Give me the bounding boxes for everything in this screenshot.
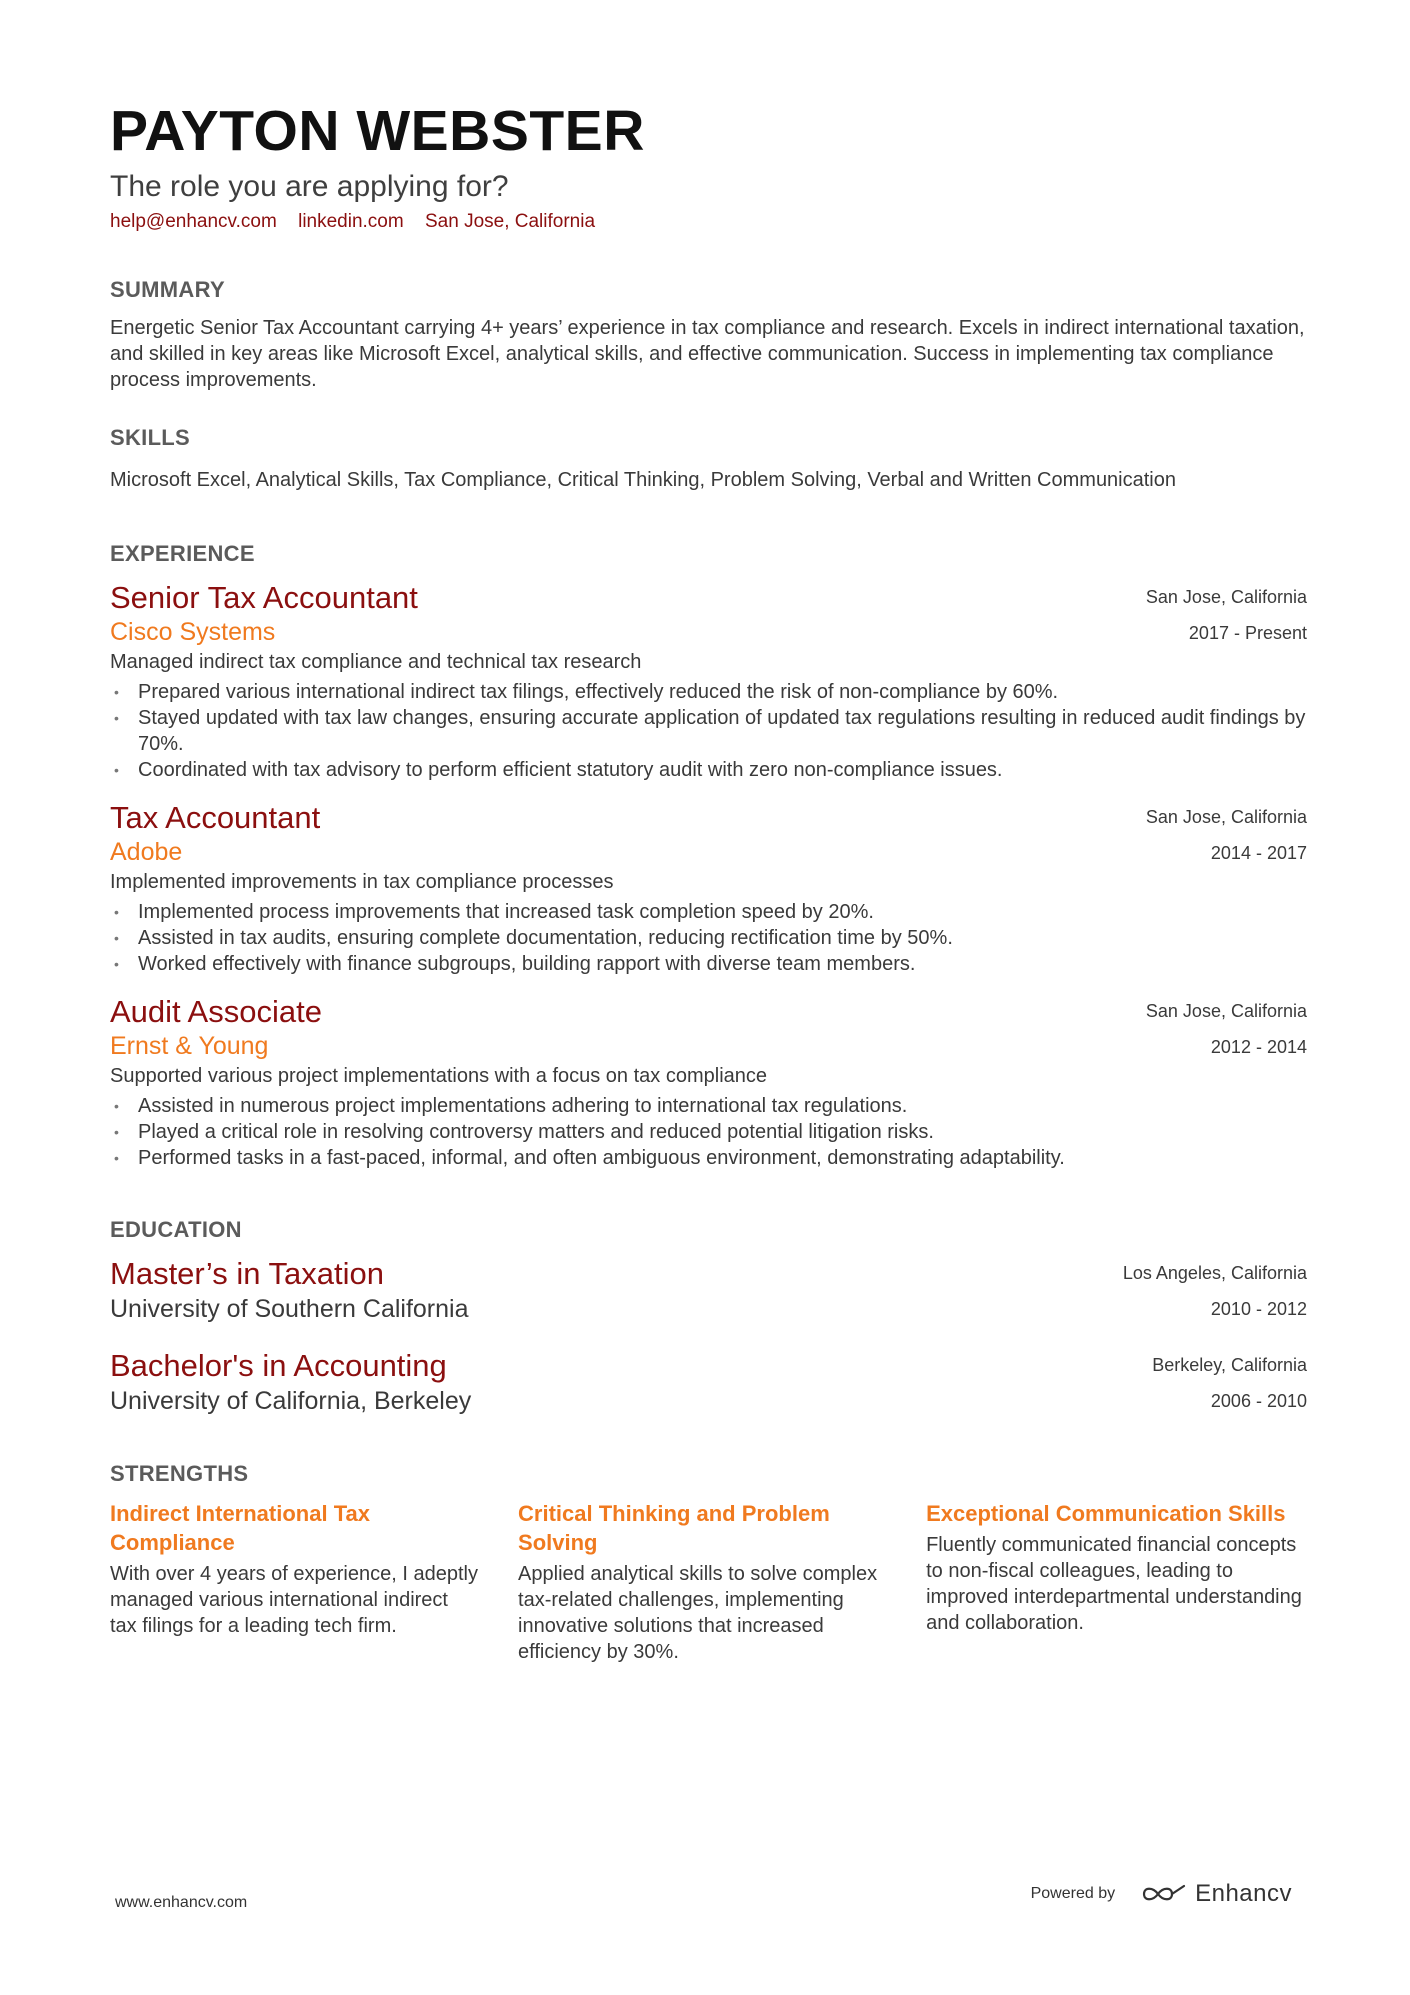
job-bullet: • Coordinated with tax advisory to perform efficient statutory audit with zero non-compliance issues. — [110, 757, 1307, 783]
degree-title: Bachelor's in Accounting — [110, 1348, 447, 1383]
strength-item — [110, 1499, 478, 1665]
location-text: San Jose, California — [424, 211, 596, 232]
job-bullet: • Worked effectively with finance subgroups, building rapport with diverse team members. — [110, 951, 1307, 977]
job-description: Supported various project implementations with a focus on tax compliance — [110, 1065, 768, 1087]
summary-text: Energetic Senior Tax Accountant carrying 4+ years’ experience in tax compliance and research. Excels in indirect international taxation, and skilled in key areas like Microsoft Excel, analytical skills, and effective communication. Success in implementing tax compliance process improvements. — [110, 317, 1305, 391]
job-meta — [1146, 799, 1307, 871]
job-meta — [1146, 579, 1307, 651]
job-bullet: • Assisted in tax audits, ensuring complete documentation, reducing rectification time by 50%. — [110, 925, 1307, 951]
strengths-section — [110, 1459, 1307, 1665]
job-location: San Jose, California — [1145, 1001, 1307, 1021]
strength-text: Applied analytical skills to solve complex tax-related challenges, implementing innovative solutions that increased efficiency by 30%. — [518, 1563, 878, 1663]
strength-title: Indirect International Tax Compliance — [110, 1501, 370, 1555]
enhancv-logo-icon — [1141, 1882, 1187, 1906]
job-dates: 2014 - 2017 — [1210, 843, 1307, 863]
job-bullet: • Played a critical role in resolving controversy matters and reduced potential litigation risks. — [110, 1119, 1307, 1145]
company-name: Ernst & Young — [110, 1032, 269, 1060]
job-title: Audit Associate — [110, 994, 322, 1029]
strength-item — [926, 1499, 1307, 1665]
powered-by-label: Powered by — [1030, 1885, 1116, 1902]
company-name: Cisco Systems — [110, 618, 276, 646]
footer-branding — [1031, 1880, 1292, 1908]
strength-item — [518, 1499, 886, 1665]
job-dates: 2017 - Present — [1188, 623, 1307, 643]
job-dates: 2012 - 2014 — [1210, 1037, 1307, 1057]
job-location: San Jose, California — [1145, 807, 1307, 827]
experience-entry — [110, 579, 1307, 783]
school-name: University of California, Berkeley — [110, 1387, 472, 1415]
job-bullet: • Performed tasks in a fast-paced, informal, and often ambiguous environment, demonstrating adaptability. — [110, 1145, 1307, 1171]
job-bullet: • Assisted in numerous project implementations adhering to international tax regulations. — [110, 1093, 1307, 1119]
job-bullet: • Implemented process improvements that increased task completion speed by 20%. — [110, 899, 1307, 925]
linkedin-link[interactable]: linkedin.com — [298, 211, 404, 232]
education-meta — [1152, 1347, 1307, 1419]
job-title: Tax Accountant — [110, 800, 321, 835]
strengths-heading: STRENGTHS — [110, 1461, 249, 1486]
job-meta — [1146, 993, 1307, 1065]
summary-section — [110, 275, 1307, 393]
job-bullet: • Prepared various international indirect tax filings, effectively reduced the risk of non-compliance by 60%. — [110, 679, 1307, 705]
job-title: Senior Tax Accountant — [110, 580, 418, 615]
job-description: Managed indirect tax compliance and technical tax research — [110, 651, 642, 673]
footer-website-link[interactable]: www.enhancv.com — [115, 1894, 248, 1911]
education-dates: 2010 - 2012 — [1210, 1299, 1307, 1319]
education-meta — [1123, 1255, 1307, 1327]
experience-entry — [110, 799, 1307, 977]
enhancv-brand-link[interactable] — [1141, 1880, 1292, 1908]
resume-page — [110, 95, 1307, 1665]
school-name: University of Southern California — [110, 1295, 469, 1323]
education-heading: EDUCATION — [110, 1217, 242, 1242]
skills-text: Microsoft Excel, Analytical Skills, Tax Compliance, Critical Thinking, Problem Solving, Verbal and Written Communication — [110, 469, 1176, 491]
brand-name: Enhancv — [1195, 1880, 1292, 1907]
strength-text: With over 4 years of experience, I adeptly managed various international indirect tax filings for a leading tech firm. — [110, 1563, 478, 1637]
company-name: Adobe — [110, 838, 183, 866]
strength-title: Critical Thinking and Problem Solving — [518, 1501, 830, 1555]
job-bullets — [110, 679, 1307, 783]
strengths-grid — [110, 1499, 1307, 1665]
contact-line — [110, 209, 1307, 235]
job-description: Implemented improvements in tax compliance processes — [110, 871, 614, 893]
education-section — [110, 1215, 1307, 1417]
experience-heading: EXPERIENCE — [110, 541, 255, 566]
job-bullet: • Stayed updated with tax law changes, ensuring accurate application of updated tax regulations resulting in reduced audit findings by 70%. — [110, 705, 1307, 757]
candidate-name: PAYTON WEBSTER — [110, 99, 645, 163]
experience-entry — [110, 993, 1307, 1171]
degree-title: Master’s in Taxation — [110, 1256, 384, 1291]
strength-title: Exceptional Communication Skills — [926, 1501, 1286, 1526]
job-bullets — [110, 1093, 1307, 1171]
education-location: Los Angeles, California — [1122, 1263, 1307, 1283]
skills-heading: SKILLS — [110, 425, 191, 450]
experience-section — [110, 539, 1307, 1171]
summary-heading: SUMMARY — [110, 277, 225, 302]
job-bullets — [110, 899, 1307, 977]
target-role: The role you are applying for? — [110, 170, 509, 203]
education-location: Berkeley, California — [1152, 1355, 1307, 1375]
skills-section — [110, 423, 1307, 493]
email-link[interactable]: help@enhancv.com — [110, 211, 277, 232]
education-dates: 2006 - 2010 — [1210, 1391, 1307, 1411]
strength-text: Fluently communicated financial concepts to non-fiscal colleagues, leading to improved interdepartmental understanding and collaboration. — [926, 1534, 1302, 1634]
education-entry — [110, 1255, 1307, 1325]
job-location: San Jose, California — [1145, 587, 1307, 607]
resume-header — [110, 95, 1307, 235]
education-entry — [110, 1347, 1307, 1417]
